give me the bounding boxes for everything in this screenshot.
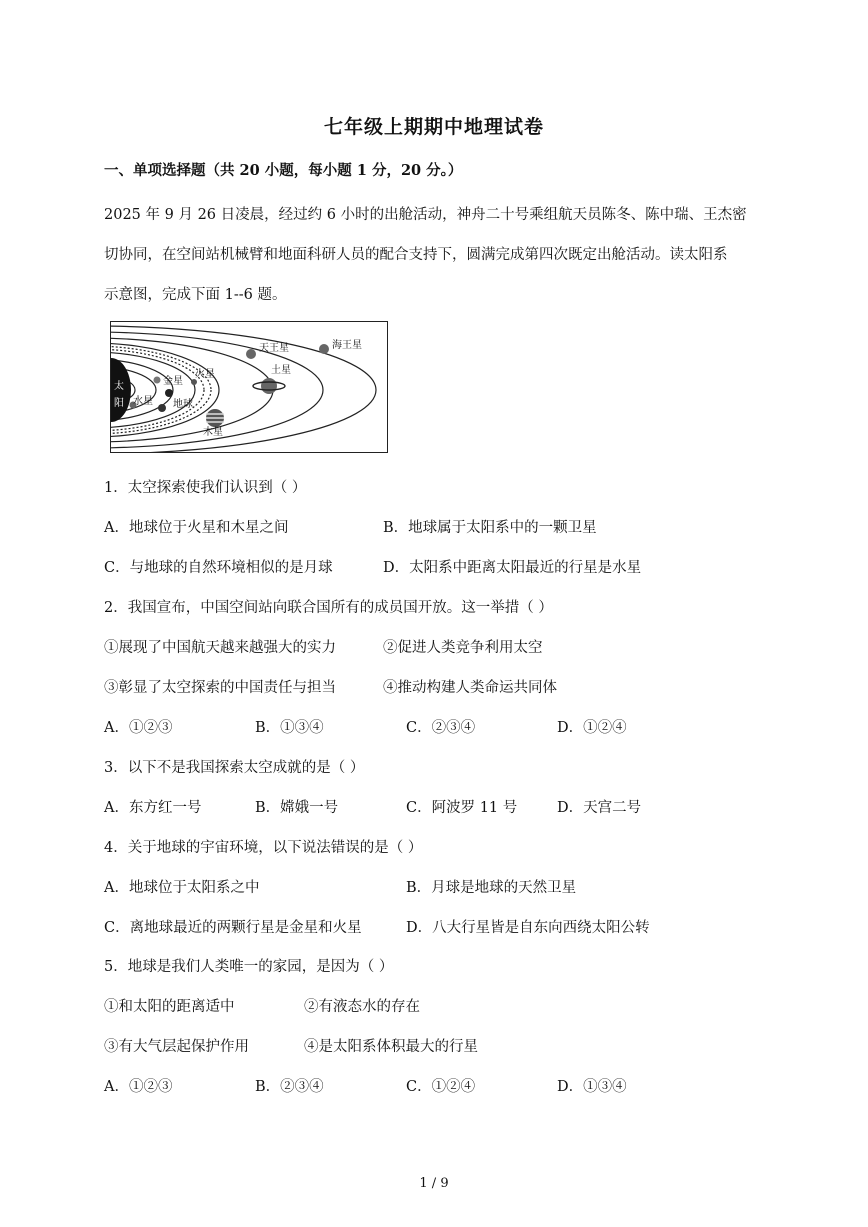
q3-option-d[interactable]: D．天宫二号 (557, 800, 642, 816)
section-heading: 一、单项选择题（共 20 小题，每小题 1 分，20 分。） (104, 162, 463, 179)
intro-paragraph (104, 195, 776, 315)
q5-statement-1: ①和太阳的距离适中 (104, 999, 235, 1015)
q5-option-b[interactable]: B．②③④ (255, 1079, 324, 1095)
q5-statement-3: ③有大气层起保护作用 (104, 1039, 249, 1055)
q2-option-c[interactable]: C．②③④ (406, 720, 476, 736)
q4-option-b[interactable]: B．月球是地球的天然卫星 (406, 880, 577, 896)
q1-option-a[interactable]: A．地球位于火星和木星之间 (104, 520, 289, 536)
q3-option-b[interactable]: B．嫦娥一号 (255, 800, 339, 816)
q2-statement-4: ④推动构建人类命运共同体 (383, 680, 557, 696)
earth-icon (165, 389, 173, 397)
q2-statement-1: ①展现了中国航天越来越强大的实力 (104, 640, 336, 656)
q5-option-c[interactable]: C．①②④ (406, 1079, 476, 1095)
sun-label-1: 太 (114, 381, 124, 392)
q3-option-c[interactable]: C．阿波罗 11 号 (406, 800, 518, 816)
uranus-icon (246, 349, 256, 359)
saturn-icon (253, 378, 285, 394)
q2-option-a[interactable]: A．①②③ (104, 720, 173, 736)
q1-option-b[interactable]: B．地球属于太阳系中的一颗卫星 (383, 520, 597, 536)
mercury-label: 水星 (133, 396, 153, 407)
q3-option-a[interactable]: A．东方红一号 (104, 800, 202, 816)
venus-icon (154, 377, 161, 384)
solar-system-figure (110, 321, 388, 453)
q2-statement-2: ②促进人类竞争利用太空 (383, 640, 543, 656)
q5-statement-2: ②有液态水的存在 (304, 999, 420, 1015)
mars-label: 火星 (195, 369, 215, 380)
earth-label: 地球 (173, 399, 193, 410)
q2-option-b[interactable]: B．①③④ (255, 720, 324, 736)
q2-statement-3: ③彰显了太空探索的中国责任与担当 (104, 680, 336, 696)
q1-option-c[interactable]: C．与地球的自然环境相似的是月球 (104, 560, 333, 576)
neptune-icon (319, 344, 329, 354)
saturn-label: 土星 (271, 365, 291, 376)
sun-label-2: 阳 (114, 398, 124, 409)
page-number: 1 / 9 (419, 1176, 449, 1191)
exam-title: 七年级上期期中地理试卷 (323, 116, 544, 138)
q5-option-d[interactable]: D．①③④ (557, 1079, 627, 1095)
neptune-label: 海王星 (332, 340, 362, 351)
q1-option-d[interactable]: D．太阳系中距离太阳最近的行星是水星 (383, 560, 642, 576)
uranus-label: 天王星 (259, 343, 289, 354)
q4-option-c[interactable]: C．离地球最近的两颗行星是金星和火星 (104, 920, 362, 936)
venus-label: 金星 (163, 376, 183, 387)
q5-option-a[interactable]: A．①②③ (104, 1079, 173, 1095)
q4-option-a[interactable]: A．地球位于太阳系之中 (104, 880, 260, 896)
jupiter-label: 木星 (203, 427, 223, 438)
q2-option-d[interactable]: D．①②④ (557, 720, 627, 736)
intro-line: 示意图，完成下面 1--6 题。 (104, 287, 287, 303)
q5-statement-4: ④是太阳系体积最大的行星 (304, 1039, 478, 1055)
intro-line: 2025 年 9 月 26 日凌晨，经过约 6 小时的出舱活动，神舟二十号乘组航天员陈冬、陈中瑞、王杰密 (104, 207, 747, 223)
q4-option-d[interactable]: D．八大行星皆是自东向西绕太阳公转 (406, 920, 650, 936)
moon-earth-icon (158, 404, 166, 412)
jupiter-icon (206, 409, 224, 427)
solar-system-diagram (111, 322, 388, 453)
intro-line: 切协同，在空间站机械臂和地面科研人员的配合支持下，圆满完成第四次既定出舱活动。读太阳系 (104, 247, 728, 263)
